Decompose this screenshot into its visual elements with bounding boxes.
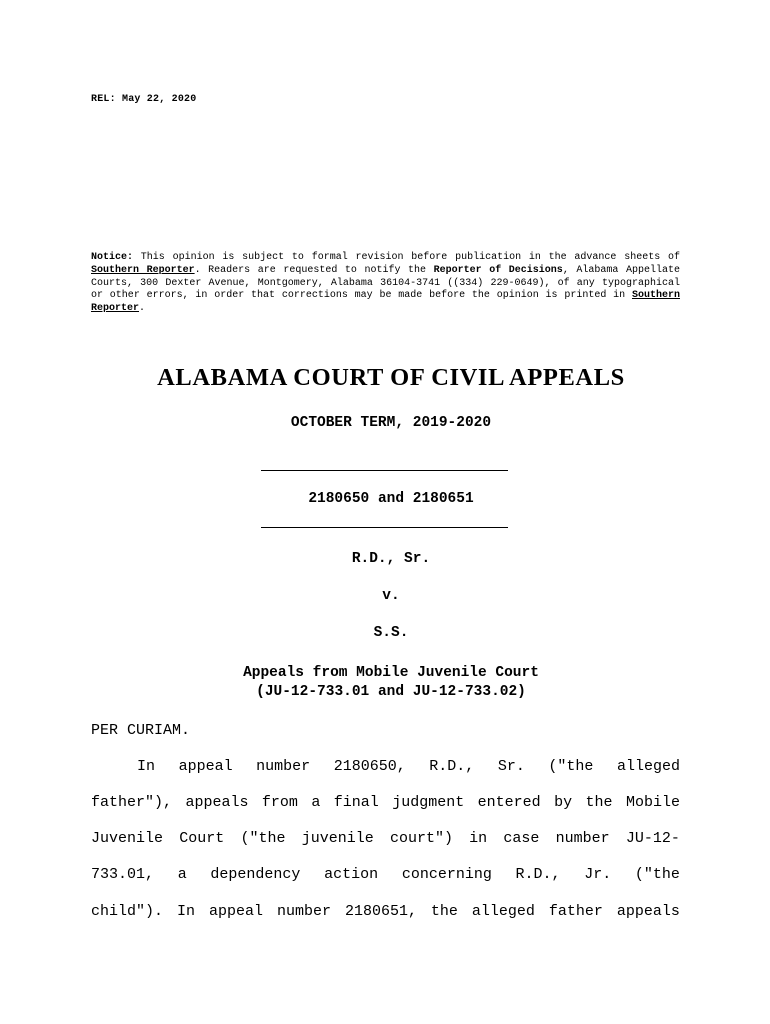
opinion-word: from xyxy=(261,794,298,811)
opinion-word: appeal xyxy=(178,758,233,775)
opinion-word: number xyxy=(256,758,311,775)
opinion-word: father xyxy=(548,903,603,920)
southern-reporter-ref-2: Southern Reporter xyxy=(91,290,680,315)
opinion-word: appeal xyxy=(208,903,263,920)
opinion-word: Mobile xyxy=(625,794,680,811)
opinion-word: Court xyxy=(179,830,225,847)
opinion-word: Jr. xyxy=(584,866,612,883)
opinion-word: In xyxy=(137,758,156,775)
notice-text-4: . xyxy=(139,303,146,315)
notice-label: Notice: xyxy=(91,252,134,263)
opinion-word: father"), xyxy=(91,794,173,811)
notice-text-3: , Alabama Appellate Courts, 300 Dexter Avenue, Montgomery, Alabama 36104-3741 ((334) 229-0649), of any typographical or other errors, in order that corrections may be made before the opinion is printed in xyxy=(91,264,680,302)
reporter-of-decisions: Reporter of Decisions xyxy=(433,264,563,276)
opinion-word: a xyxy=(311,794,321,811)
opinion-word: the xyxy=(585,794,613,811)
opinion-word: a xyxy=(177,866,187,883)
per-curiam: PER CURIAM. xyxy=(91,722,191,739)
opinion-line xyxy=(91,866,680,883)
opinion-word: in xyxy=(469,830,488,847)
opinion-word: number xyxy=(555,830,610,847)
opinion-word: JU-12- xyxy=(625,830,680,847)
opinion-word: concerning xyxy=(401,866,492,883)
opinion-word: 2180651, xyxy=(344,903,417,920)
opinion-word: the xyxy=(430,903,458,920)
notice-text-1: This opinion is subject to formal revision before publication in the advance sheets of xyxy=(133,252,680,263)
appeal-origin: Appeals from Mobile Juvenile Court xyxy=(243,665,539,681)
opinion-word: alleged xyxy=(616,758,680,775)
opinion-word: entered xyxy=(477,794,541,811)
opinion-word: court") xyxy=(389,830,453,847)
release-date: REL: May 22, 2020 xyxy=(91,94,197,105)
appeal-case-numbers: (JU-12-733.01 and JU-12-733.02) xyxy=(256,684,526,700)
divider-top xyxy=(261,470,508,471)
case-numbers: 2180650 and 2180651 xyxy=(308,491,474,507)
opinion-word: ("the xyxy=(240,830,286,847)
opinion-word: Sr. xyxy=(497,758,525,775)
opinion-word: appeals xyxy=(185,794,249,811)
opinion-line xyxy=(91,830,680,847)
opinion-word: 733.01, xyxy=(91,866,155,883)
opinion-word: judgment xyxy=(392,794,465,811)
appellee-name: S.S. xyxy=(373,625,409,641)
opinion-word: alleged xyxy=(471,903,535,920)
opinion-word: ("the xyxy=(634,866,680,883)
appellant-name: R.D., Sr. xyxy=(351,551,431,567)
opinion-word: action xyxy=(324,866,379,883)
opinion-line xyxy=(137,758,680,775)
opinion-word: dependency xyxy=(210,866,301,883)
opinion-word: In xyxy=(176,903,195,920)
opinion-word: appeals xyxy=(616,903,680,920)
versus: v. xyxy=(382,588,400,604)
opinion-line xyxy=(91,794,680,811)
opinion-word: R.D., xyxy=(429,758,475,775)
opinion-word: R.D., xyxy=(515,866,561,883)
divider-bottom xyxy=(261,527,508,528)
notice-text-2: . Readers are requested to notify the xyxy=(194,264,434,276)
opinion-word: number xyxy=(276,903,331,920)
opinion-word: 2180650, xyxy=(333,758,406,775)
opinion-line xyxy=(91,903,680,920)
southern-reporter-ref-1: Southern Reporter xyxy=(91,264,195,276)
notice-paragraph xyxy=(91,252,680,316)
opinion-word: by xyxy=(554,794,573,811)
opinion-word: Juvenile xyxy=(91,830,164,847)
opinion-word: child"). xyxy=(91,903,164,920)
opinion-word: final xyxy=(333,794,379,811)
opinion-word: juvenile xyxy=(301,830,374,847)
court-name: ALABAMA COURT OF CIVIL APPEALS xyxy=(157,364,625,391)
opinion-word: ("the xyxy=(548,758,594,775)
court-term: OCTOBER TERM, 2019-2020 xyxy=(290,415,492,431)
opinion-word: case xyxy=(503,830,540,847)
